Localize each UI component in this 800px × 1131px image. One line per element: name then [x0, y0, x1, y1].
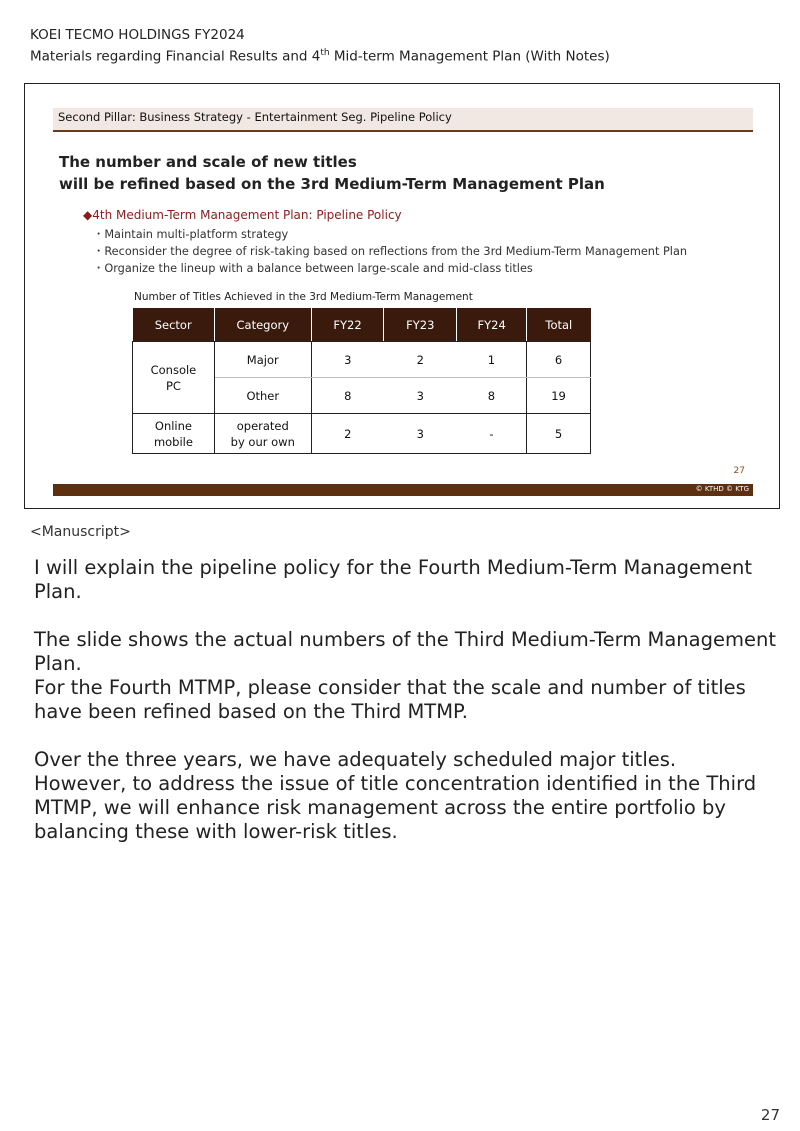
sector-online	[133, 414, 215, 454]
table-row	[133, 342, 591, 378]
subtitle-superscript: th	[320, 48, 330, 58]
manuscript-paragraph: Over the three years, we have adequately scheduled major titles. However, to address the issue of title concentration identified in the Third MTMP, we will enhance risk management across the entire portfolio by balancing these with lower-risk titles.	[34, 748, 757, 843]
category-cell: Other	[214, 378, 311, 414]
fy24-cell: 8	[457, 378, 527, 414]
policy-item: ・ Organize the lineup with a balance between large-scale and mid-class titles	[93, 260, 687, 277]
document-header	[30, 26, 610, 66]
category-cell: Major	[214, 342, 311, 378]
manuscript-body	[34, 556, 779, 868]
sector-console-line-1: Console	[150, 362, 197, 377]
fy22-cell: 8	[311, 378, 384, 414]
slide	[24, 83, 780, 509]
slide-footer-band	[53, 484, 753, 496]
subtitle-post: Mid-term Management Plan (With Notes)	[329, 48, 610, 65]
policy-item: ・ Maintain multi-platform strategy	[93, 226, 687, 243]
header-fy24: FY24	[457, 308, 527, 342]
titles-table	[132, 308, 591, 454]
sector-online-line-2: mobile	[153, 434, 193, 449]
pillar-title: Second Pillar: Business Strategy - Entertainment Seg. Pipeline Policy	[58, 110, 452, 124]
category-cell	[214, 414, 311, 454]
sector-online-line-1: Online	[154, 418, 192, 433]
header-sector: Sector	[133, 308, 215, 342]
slide-headline	[59, 151, 605, 195]
total-cell: 6	[527, 342, 591, 378]
fy23-cell: 3	[384, 414, 457, 454]
page-number: 27	[760, 1106, 780, 1124]
header-category: Category	[214, 308, 311, 342]
table-caption: Number of Titles Achieved in the 3rd Medium-Term Management	[134, 291, 473, 303]
slide-number: 27	[733, 466, 745, 476]
fy24-cell: 1	[457, 342, 527, 378]
fy24-cell: -	[457, 414, 527, 454]
fy23-cell: 2	[384, 342, 457, 378]
subtitle-pre: Materials regarding Financial Results and 4	[30, 48, 321, 65]
category-online-line-1: operated	[236, 418, 289, 433]
sector-console-line-2: PC	[165, 378, 181, 393]
policy-title: ◆4th Medium-Term Management Plan: Pipeline Policy	[83, 208, 402, 222]
policy-item: ・ Reconsider the degree of risk-taking based on reflections from the 3rd Medium-Term Management Plan	[93, 243, 687, 260]
fy22-cell: 3	[311, 342, 384, 378]
fy22-cell: 2	[311, 414, 384, 454]
pillar-band	[53, 108, 753, 132]
manuscript-paragraph: I will explain the pipeline policy for the Fourth Medium-Term Management Plan.	[34, 556, 753, 603]
header-fy23: FY23	[384, 308, 457, 342]
table-row	[133, 414, 591, 454]
total-cell: 5	[527, 414, 591, 454]
sector-console	[133, 342, 215, 414]
headline-line-1: The number and scale of new titles	[59, 153, 357, 171]
manuscript-label: <Manuscript>	[30, 524, 131, 540]
manuscript-paragraph: The slide shows the actual numbers of the Third Medium-Term Management Plan. For the Fourth MTMP, please consider that the scale and number of titles have been refined based on the Third MTMP.	[34, 628, 776, 723]
header-fy22: FY22	[311, 308, 384, 342]
total-cell: 19	[527, 378, 591, 414]
header-total: Total	[527, 308, 591, 342]
fy23-cell: 3	[384, 378, 457, 414]
category-online-line-2: by our own	[230, 434, 295, 449]
policy-list	[93, 226, 687, 277]
headline-line-2: will be refined based on the 3rd Medium-Term Management Plan	[59, 175, 605, 193]
copyright: © KTHD © KTG	[695, 485, 749, 493]
table-header-row	[133, 308, 591, 342]
company-title: KOEI TECMO HOLDINGS FY2024	[30, 27, 245, 43]
document-subtitle	[30, 44, 610, 66]
